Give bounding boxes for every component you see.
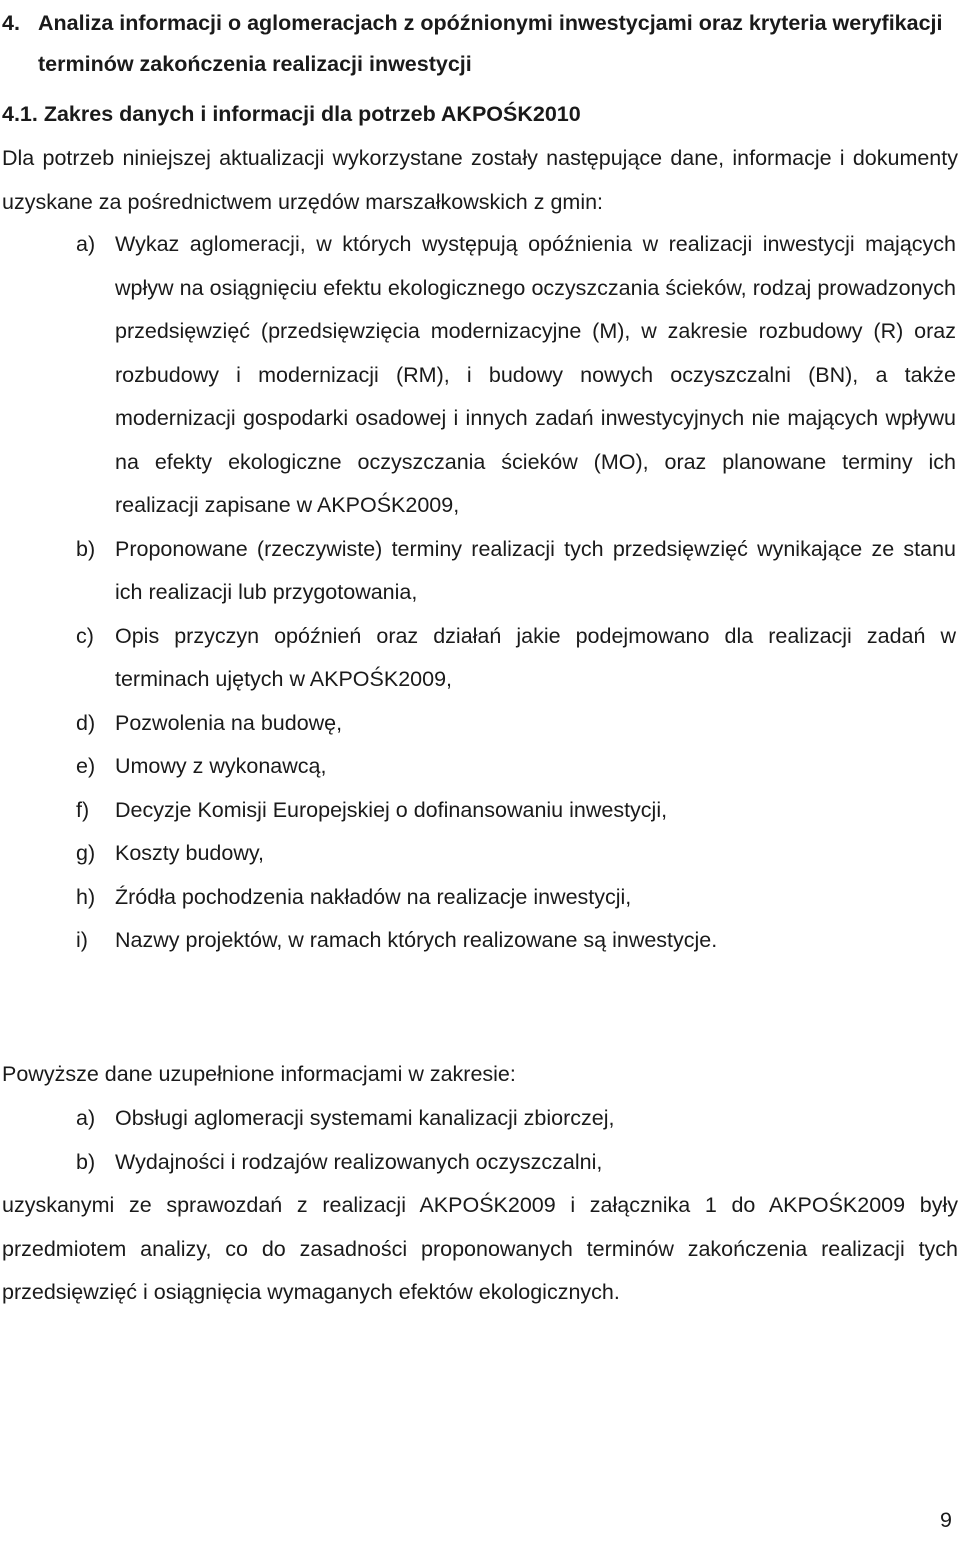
- subsection-heading: 4.1. Zakres danych i informacji dla potrzeb AKPOŚK2010: [2, 102, 581, 126]
- list-item: [0, 1097, 960, 1141]
- list-item-marker: d): [76, 710, 96, 735]
- section-number: 4.: [2, 11, 20, 35]
- list-item: [0, 919, 960, 963]
- data-sources-list: [0, 223, 960, 963]
- list-item-text: Źródła pochodzenia nakładów na realizacje inwestycji,: [115, 884, 632, 909]
- supplement-list: [0, 1097, 960, 1184]
- list-item-text: Pozwolenia na budowę,: [115, 710, 343, 735]
- section-title: Analiza informacji o aglomeracjach z opóźnionymi inwestycjami oraz kryteria weryfikacji terminów zakończenia realizacji inwestycji: [38, 11, 943, 76]
- list-item-text: Proponowane (rzeczywiste) terminy realizacji tych przedsięwzięć wynikające ze stanu ich realizacji lub przygotowania,: [115, 536, 956, 604]
- list-item: [0, 615, 960, 702]
- list-item-text: Decyzje Komisji Europejskiej o dofinansowaniu inwestycji,: [115, 797, 668, 822]
- list-item: [0, 789, 960, 833]
- list-item-text: Obsługi aglomeracji systemami kanalizacji zbiorczej,: [115, 1106, 615, 1130]
- list-item-marker: c): [76, 623, 94, 648]
- list-item: [0, 528, 960, 615]
- list-item-marker: a): [76, 1106, 96, 1130]
- list-item-text: Nazwy projektów, w ramach których realizowane są inwestycje.: [115, 928, 718, 952]
- list-item-text: Opis przyczyn opóźnień oraz działań jakie podejmowano dla realizacji zadań w terminach ujętych w AKPOŚK2009,: [115, 623, 956, 691]
- list-item-text: Wykaz aglomeracji, w których występują opóźnienia w realizacji inwestycji mających wpływ na osiągnięciu efektu ekologicznego oczyszczania ścieków, rodzaj prowadzonych przedsięwzięć (przedsięwzięcia modernizacyjne (M), w zakresie rozbudowy (R) oraz rozbudowy i modernizacji (RM), i budowy nowych oczyszczalni (BN), a także modernizacji gospodarki osadowej i innych zadań inwestycyjnych nie mających wpływu na efekty ekologiczne oczyszczania ścieków (MO), oraz planowane terminy ich realizacji zapisane w AKPOŚK2009,: [115, 232, 956, 517]
- page-number: 9: [940, 1508, 952, 1532]
- list-item: [0, 702, 960, 746]
- list-item: [0, 745, 960, 789]
- list-item-marker: b): [76, 536, 96, 561]
- list-item-marker: e): [76, 754, 96, 778]
- list-item: [0, 1141, 960, 1185]
- list-item-marker: i): [76, 928, 88, 952]
- section-heading: [2, 3, 958, 85]
- list-item-marker: h): [76, 884, 96, 909]
- list-item-text: Umowy z wykonawcą,: [115, 754, 327, 778]
- list-item: [0, 876, 960, 920]
- list-item-text: Koszty budowy,: [115, 841, 264, 865]
- intro-paragraph: Dla potrzeb niniejszej aktualizacji wykorzystane zostały następujące dane, informacje i dokumenty uzyskane za pośrednictwem urzędów marszałkowskich z gmin:: [2, 146, 958, 214]
- list-item-marker: a): [76, 232, 96, 256]
- supplement-paragraph: Powyższe dane uzupełnione informacjami w zakresie:: [2, 1062, 516, 1086]
- list-item-marker: f): [76, 797, 90, 822]
- list-item-marker: b): [76, 1149, 96, 1174]
- conclusion-paragraph: uzyskanymi ze sprawozdań z realizacji AKPOŚK2009 i załącznika 1 do AKPOŚK2009 były przedmiotem analizy, co do zasadności proponowanych terminów zakończenia realizacji tych przedsięwzięć i osiągnięcia wymaganych efektów ekologicznych.: [2, 1193, 958, 1304]
- list-item: [0, 832, 960, 876]
- list-item-marker: g): [76, 841, 96, 865]
- list-item: [0, 223, 960, 528]
- list-item-text: Wydajności i rodzajów realizowanych oczyszczalni,: [115, 1149, 603, 1174]
